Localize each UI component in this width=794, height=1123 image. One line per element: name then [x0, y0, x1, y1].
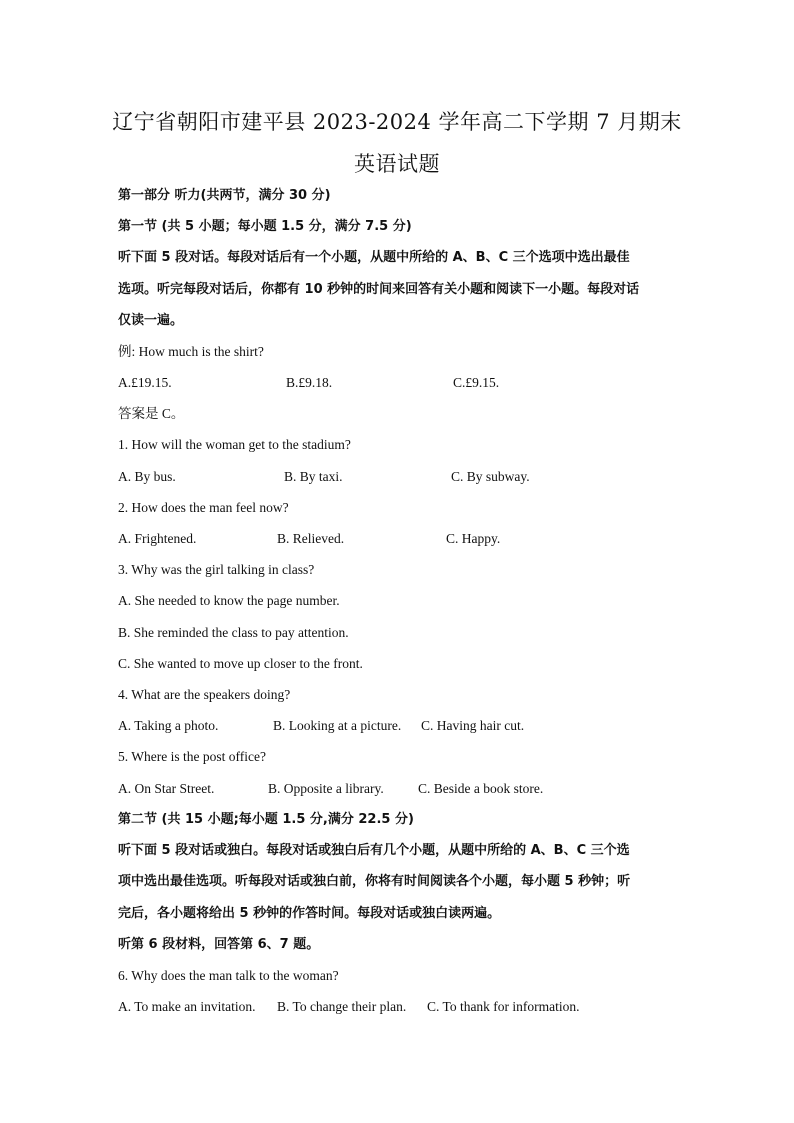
question-5-option-b: B. Opposite a library. — [268, 781, 384, 796]
question-2-option-c: C. Happy. — [446, 531, 501, 546]
question-2-option-a: A. Frightened. — [118, 531, 197, 546]
question-2-option-b: B. Relieved. — [277, 531, 345, 546]
example-option-a: A.£19.15. — [118, 375, 172, 390]
section1-heading: 第一节 (共 5 小题；每小题 1.5 分，满分 7.5 分) — [118, 219, 412, 234]
part1-heading: 第一部分 听力(共两节，满分 30 分) — [118, 188, 331, 203]
question-6-option-a: A. To make an invitation. — [118, 999, 256, 1014]
instructions-line-2: 选项。听完每段对话后，你都有 10 秒钟的时间来回答有关小题和阅读下一小题。每段对话 — [118, 282, 640, 297]
question-3-option-b: B. She reminded the class to pay attention. — [118, 625, 349, 640]
example-question: 例: How much is the shirt? — [118, 344, 264, 359]
question-2: 2. How does the man feel now? — [118, 500, 289, 515]
question-5: 5. Where is the post office? — [118, 749, 266, 764]
instructions-line-3: 仅读一遍。 — [118, 313, 184, 328]
material6-heading: 听第 6 段材料，回答第 6、7 题。 — [118, 937, 320, 952]
question-3-option-a: A. She needed to know the page number. — [118, 593, 340, 608]
question-6: 6. Why does the man talk to the woman? — [118, 968, 339, 983]
question-1: 1. How will the woman get to the stadium? — [118, 437, 351, 452]
question-5-option-c: C. Beside a book store. — [418, 781, 544, 796]
question-1-option-a: A. By bus. — [118, 469, 176, 484]
example-answer: 答案是 C。 — [118, 406, 185, 421]
question-4: 4. What are the speakers doing? — [118, 687, 291, 702]
question-4-option-b: B. Looking at a picture. — [273, 718, 402, 733]
question-3: 3. Why was the girl talking in class? — [118, 562, 315, 577]
exam-title-line2: 英语试题 — [354, 152, 440, 176]
exam-title-line1: 辽宁省朝阳市建平县 2023-2024 学年高二下学期 7 月期末 — [112, 110, 682, 134]
question-5-option-a: A. On Star Street. — [118, 781, 215, 796]
section2-instructions-line-3: 完后，各小题将给出 5 秒钟的作答时间。每段对话或独白读两遍。 — [118, 906, 501, 921]
instructions-line-1: 听下面 5 段对话。每段对话后有一个小题，从题中所给的 A、B、C 三个选项中选出最佳 — [118, 250, 630, 265]
question-6-option-c: C. To thank for information. — [427, 999, 580, 1014]
example-option-b: B.£9.18. — [286, 375, 333, 390]
question-3-option-c: C. She wanted to move up closer to the front. — [118, 656, 363, 671]
section2-instructions-line-1: 听下面 5 段对话或独白。每段对话或独白后有几个小题，从题中所给的 A、B、C 三个选 — [118, 843, 630, 858]
question-4-option-c: C. Having hair cut. — [421, 718, 525, 733]
section2-heading: 第二节 (共 15 小题;每小题 1.5 分,满分 22.5 分) — [118, 812, 414, 827]
example-option-c: C.£9.15. — [453, 375, 500, 390]
question-6-option-b: B. To change their plan. — [277, 999, 407, 1014]
question-4-option-a: A. Taking a photo. — [118, 718, 219, 733]
question-1-option-c: C. By subway. — [451, 469, 530, 484]
question-1-option-b: B. By taxi. — [284, 469, 343, 484]
section2-instructions-line-2: 项中选出最佳选项。听每段对话或独白前，你将有时间阅读各个小题，每小题 5 秒钟；听 — [118, 874, 631, 889]
